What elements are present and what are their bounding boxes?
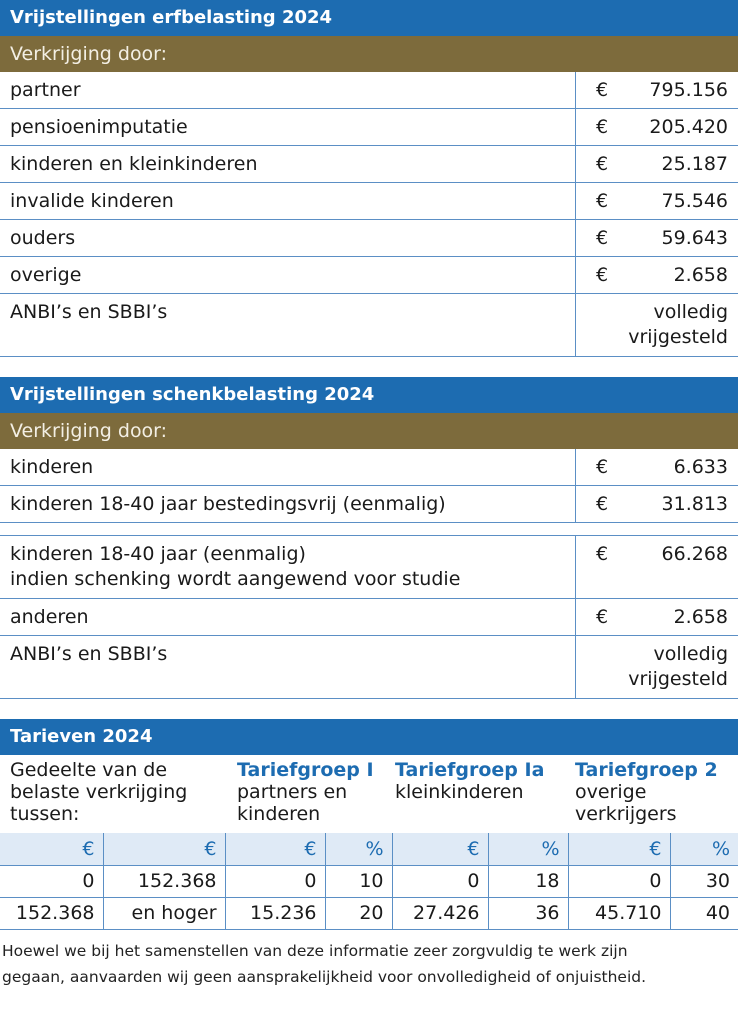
currency-sign: €: [596, 493, 609, 515]
row-value: [575, 599, 738, 635]
tarieven-intro: [0, 755, 738, 833]
tarieven-table: [0, 833, 738, 930]
row-label: kinderen: [10, 456, 94, 478]
amount: 205.420: [649, 116, 728, 138]
currency-sign: €: [596, 153, 609, 175]
amount: 2.658: [673, 264, 728, 286]
row-value: [575, 636, 738, 698]
group-title: Tariefgroep 2: [575, 759, 718, 781]
table-cell: 152.368: [103, 865, 225, 897]
table-cell: 0: [225, 865, 325, 897]
table-cell: 18: [488, 865, 568, 897]
row-label: overige: [10, 264, 82, 286]
table-cell: 0: [568, 865, 670, 897]
amount: 31.813: [661, 493, 728, 515]
table-row: [0, 72, 738, 109]
table-cell: 0: [392, 865, 488, 897]
intro-line: tussen:: [10, 803, 80, 825]
currency-sign: €: [596, 227, 609, 249]
intro-line: kinderen: [237, 803, 321, 825]
row-label: ANBI’s en SBBI’s: [10, 301, 168, 323]
row-value: [575, 183, 738, 219]
intro-line: kleinkinderen: [395, 781, 524, 803]
currency-sign: €: [596, 456, 609, 478]
group-title: Tariefgroep I: [237, 759, 374, 781]
row-value: [575, 486, 738, 522]
intro-line: Gedeelte van de: [10, 759, 168, 781]
value-line: volledig: [653, 643, 728, 665]
row-value: [575, 109, 738, 145]
table-cell: en hoger: [103, 897, 225, 929]
intro-line: overige: [575, 781, 647, 803]
table-row: [0, 146, 738, 183]
value-line: vrijgesteld: [628, 668, 728, 690]
table-row: [0, 257, 738, 294]
row-label: kinderen 18-40 jaar bestedingsvrij (eenmalig): [10, 493, 446, 515]
row-label: kinderen en kleinkinderen: [10, 153, 258, 175]
table-cell: 0: [0, 865, 103, 897]
row-value: [575, 257, 738, 293]
tarieven-section: [0, 719, 738, 930]
currency-sign: €: [596, 116, 609, 138]
header-cell: %: [670, 833, 738, 865]
intro-group-1: [235, 759, 395, 833]
table-cell: 36: [488, 897, 568, 929]
table-row: [0, 294, 738, 357]
schenk-section: [0, 377, 738, 699]
intro-group-2: [575, 759, 738, 833]
row-value: [575, 536, 738, 598]
currency-sign: €: [596, 190, 609, 212]
row-spacer: [0, 523, 738, 536]
table-header-row: [0, 833, 738, 865]
erf-subtitle: Verkrijging door:: [0, 36, 738, 72]
intro-group-1a: [395, 759, 575, 833]
group-title: Tariefgroep Ia: [395, 759, 545, 781]
amount: 25.187: [661, 153, 728, 175]
amount: 795.156: [649, 79, 728, 101]
table-row: [0, 109, 738, 146]
row-label: ouders: [10, 227, 76, 249]
header-cell: €: [225, 833, 325, 865]
row-value: [575, 146, 738, 182]
intro-line: verkrijgers: [575, 803, 677, 825]
row-label: pensioenimputatie: [10, 116, 188, 138]
row-label: partner: [10, 79, 81, 101]
row-value: [575, 72, 738, 108]
table-cell: 40: [670, 897, 738, 929]
row-label: invalide kinderen: [10, 190, 174, 212]
table-cell: 27.426: [392, 897, 488, 929]
row-label: anderen: [10, 606, 89, 628]
table-row: [0, 486, 738, 523]
erf-section: [0, 0, 738, 357]
table-row: [0, 220, 738, 257]
disclaimer-line: gegaan, aanvaarden wij geen aansprakelijkheid voor onvolledigheid of onjuistheid.: [2, 967, 647, 986]
table-row: [0, 897, 738, 929]
disclaimer-line: Hoewel we bij het samenstellen van deze informatie zeer zorgvuldig te werk zijn: [2, 941, 628, 960]
table-cell: 45.710: [568, 897, 670, 929]
table-row: [0, 536, 738, 599]
erf-title: Vrijstellingen erfbelasting 2024: [0, 0, 738, 36]
amount: 59.643: [661, 227, 728, 249]
label-line: kinderen 18-40 jaar (eenmalig): [10, 543, 306, 565]
header-cell: €: [568, 833, 670, 865]
table-row: [0, 636, 738, 699]
currency-sign: €: [596, 543, 609, 565]
schenk-subtitle: Verkrijging door:: [0, 413, 738, 449]
header-cell: %: [488, 833, 568, 865]
header-cell: €: [0, 833, 103, 865]
header-cell: €: [392, 833, 488, 865]
table-row: [0, 183, 738, 220]
row-value: [575, 449, 738, 485]
currency-sign: €: [596, 606, 609, 628]
tarieven-title: Tarieven 2024: [0, 719, 738, 755]
table-cell: 20: [325, 897, 392, 929]
table-row: [0, 449, 738, 486]
amount: 6.633: [673, 456, 728, 478]
amount: 2.658: [673, 606, 728, 628]
row-value: [575, 220, 738, 256]
currency-sign: €: [596, 264, 609, 286]
row-value: [575, 294, 738, 356]
table-cell: 15.236: [225, 897, 325, 929]
row-label: ANBI’s en SBBI’s: [10, 643, 168, 665]
row-label: [0, 536, 575, 598]
header-cell: €: [103, 833, 225, 865]
intro-range-label: [0, 759, 235, 833]
schenk-title: Vrijstellingen schenkbelasting 2024: [0, 377, 738, 413]
label-line: indien schenking wordt aangewend voor studie: [10, 568, 461, 590]
table-row: [0, 865, 738, 897]
disclaimer: [0, 930, 738, 990]
amount: 66.268: [661, 543, 728, 565]
intro-line: belaste verkrijging: [10, 781, 188, 803]
table-cell: 152.368: [0, 897, 103, 929]
table-cell: 30: [670, 865, 738, 897]
table-row: [0, 599, 738, 636]
value-line: vrijgesteld: [628, 326, 728, 348]
header-cell: %: [325, 833, 392, 865]
table-cell: 10: [325, 865, 392, 897]
amount: 75.546: [661, 190, 728, 212]
currency-sign: €: [596, 79, 609, 101]
intro-line: partners en: [237, 781, 348, 803]
value-line: volledig: [653, 301, 728, 323]
